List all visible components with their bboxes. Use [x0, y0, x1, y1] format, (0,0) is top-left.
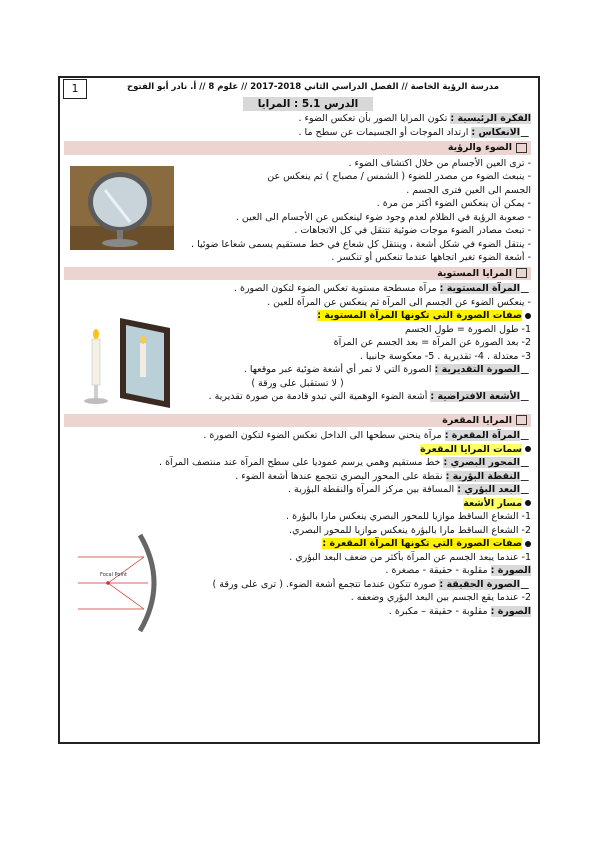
page-header: مدرسة الرؤية الخاصة // الفصل الدراسي الثاني 2018-2017 // علوم 8 // أ. نادر أبو الفتوح	[127, 82, 499, 92]
pen-icon	[520, 580, 531, 589]
virtual-rays-text: أشعة الضوء الوهمية التي تبدو قادمة من صورة تقديرية .	[208, 391, 428, 402]
lesson-title: الدرس 5.1 : المرايا	[243, 97, 373, 111]
pen-icon	[520, 365, 531, 374]
concave-mirror-row	[64, 429, 531, 443]
case-1-image-text: مقلوبة - حقيقة - مصغرة .	[385, 565, 488, 576]
concave-features-title-row	[64, 443, 531, 457]
plane-prop: 3- معتدلة . 4- تقديرية . 5- معكوسة جانبيا .	[359, 350, 531, 362]
section-light-vision: الضوء والرؤية	[64, 141, 531, 155]
virtual-image-label: الصورة التقديرية :	[434, 364, 520, 375]
ray-path: 1- الشعاع الساقط موازيا للمحور البصري ينعكس مارا بالبؤرة .	[286, 511, 531, 522]
section-concave-mirrors: المرايا المقعرة	[64, 414, 531, 428]
case-1-image-row	[64, 564, 531, 578]
book-icon	[516, 415, 527, 425]
plane-props-title-row	[64, 309, 531, 323]
concave-props-title-row	[64, 537, 531, 551]
virtual-rays-row	[64, 390, 531, 404]
light-line: - يمكن أن ينعكس الضوء أكثر من مرة .	[376, 198, 531, 209]
focal-length-text: المسافة بين مركز المرآة والنقطة البؤرية .	[287, 484, 455, 495]
real-image-text: صورة تتكون عندما تتجمع أشعة الضوء. ( ترى على ورقة )	[212, 578, 437, 590]
pen-icon	[520, 431, 531, 440]
case-2-image-row	[64, 605, 531, 619]
focal-point-row	[64, 470, 531, 484]
pen-icon	[520, 485, 531, 494]
plane-mirror-text: مرآة مسطحة مستوية تعكس الضوء لتكون الصورة .	[233, 283, 437, 294]
virtual-image-text: الصورة التي لا تمر أي أشعة ضوئية عبر موقعها .	[243, 364, 432, 375]
ray-paths-title-row	[64, 497, 531, 511]
concave-props-title: صفات الصورة التي تكونها المرآة المقعرة :	[322, 538, 522, 549]
reflection-row	[64, 126, 531, 140]
bullet-icon	[525, 541, 531, 547]
pen-icon	[520, 472, 531, 481]
bullet-icon	[525, 313, 531, 319]
light-line: - أشعة الضوء تغير اتجاهها عندما تنعكس أو تنكسر .	[331, 252, 531, 263]
optical-axis-label: المحور البصري :	[443, 457, 520, 468]
plane-line: - ينعكس الضوء عن الجسم الى المرآة ثم ينعكس عن المرآة للعين .	[267, 296, 531, 308]
virtual-rays-label: الأشعة الافتراضية :	[430, 391, 520, 402]
case-2-image-text: مقلوبة - حقيقة – مكبرة .	[388, 605, 488, 617]
concave-mirror-label: المرآة المقعرة :	[444, 430, 520, 441]
light-line: - ينتقل الضوء في شكل أشعة ، وينتقل كل شعاع في خط مستقيم يسمى شعاعا ضوئيا .	[191, 238, 531, 250]
focal-point-label-term: النقطة البؤرية :	[445, 470, 520, 482]
section-plane-mirrors: المرايا المستوية	[64, 267, 531, 281]
focal-point-label: Focal Point	[100, 572, 127, 578]
plane-props-title: صفات الصورة التي تكونها المرآة المستوية :	[317, 310, 522, 321]
virtual-image-row	[64, 363, 531, 377]
document-body	[64, 112, 531, 618]
pen-icon	[520, 128, 531, 137]
page-number: 1	[63, 79, 87, 99]
optical-axis-text: خط مستقيم وهمي يرسم عموديا على سطح المرآة عند منتصف المرآة .	[159, 457, 441, 468]
case-2: 2- عندما يقع الجسم بين البعد البؤري وضعفه .	[350, 592, 531, 603]
bullet-icon	[525, 446, 531, 452]
book-icon	[516, 143, 527, 153]
ray-paths-title: مسار الأشعة	[463, 497, 522, 509]
concave-mirror-text: مرآة ينحني سطحها الى الداخل تعكس الضوء لتكون الصورة .	[203, 430, 442, 441]
pen-icon	[520, 284, 531, 293]
pen-icon	[520, 458, 531, 467]
pen-icon	[520, 392, 531, 401]
focal-length-label: البعد البؤري :	[457, 484, 520, 495]
plane-prop: 2- بعد الصورة عن المرآة = بعد الجسم عن المرآة	[333, 337, 531, 348]
main-idea-label: الفكرة الرئيسية :	[450, 113, 531, 124]
light-line: - ترى العين الأجسام من خلال اكتشاف الضوء .	[348, 157, 531, 169]
concave-features-title: سمات المرايا المقعرة	[420, 443, 522, 455]
focal-point-text: نقطة على المحور البصري تتجمع عندها أشعة الضوء .	[235, 470, 443, 482]
focal-length-row	[64, 483, 531, 497]
plane-mirror-label: المرآة المستوية :	[439, 283, 520, 294]
case-1-image-label: الصورة :	[490, 565, 531, 576]
reflection-text: ارتداد الموجات أو الجسيمات عن سطح ما .	[298, 126, 469, 138]
light-line: - تبعث مصادر الضوء موجات ضوئية تنتقل في كل الاتجاهات .	[294, 225, 531, 236]
plane-prop: 1- طول الصورة = طول الجسم	[405, 323, 531, 335]
reflection-label: الانعكاس :	[471, 126, 520, 138]
plane-mirror-row	[64, 282, 531, 296]
optical-axis-row	[64, 456, 531, 470]
light-line: الجسم الى العين فترى الجسم .	[406, 184, 531, 196]
light-line: - صعوبة الرؤية في الظلام لعدم وجود ضوء لينعكس عن الأجسام الى العين .	[235, 211, 531, 223]
book-icon	[516, 268, 527, 278]
light-line: - ينبعث الضوء من مصدر للضوء ( الشمس / مصباح ) ثم ينعكس عن	[267, 171, 531, 182]
ray-path: 2- الشعاع الساقط مارا بالبؤرة ينعكس موازيا للمحور البصري.	[289, 524, 531, 536]
bullet-icon	[525, 500, 531, 506]
real-image-label: الصورة الحقيقة :	[439, 578, 520, 590]
case-2-image-label: الصورة :	[490, 605, 531, 617]
case-1: 1- عندما يبعد الجسم عن المرآة بأكثر من ضعف البعد البؤري .	[289, 551, 531, 563]
real-image-row	[64, 578, 531, 592]
virtual-note: ( لا تستقبل على ورقة )	[251, 377, 344, 389]
main-idea-text: تكون المرايا الصور بأن تعكس الضوء .	[298, 113, 448, 124]
main-idea-row	[64, 112, 531, 126]
